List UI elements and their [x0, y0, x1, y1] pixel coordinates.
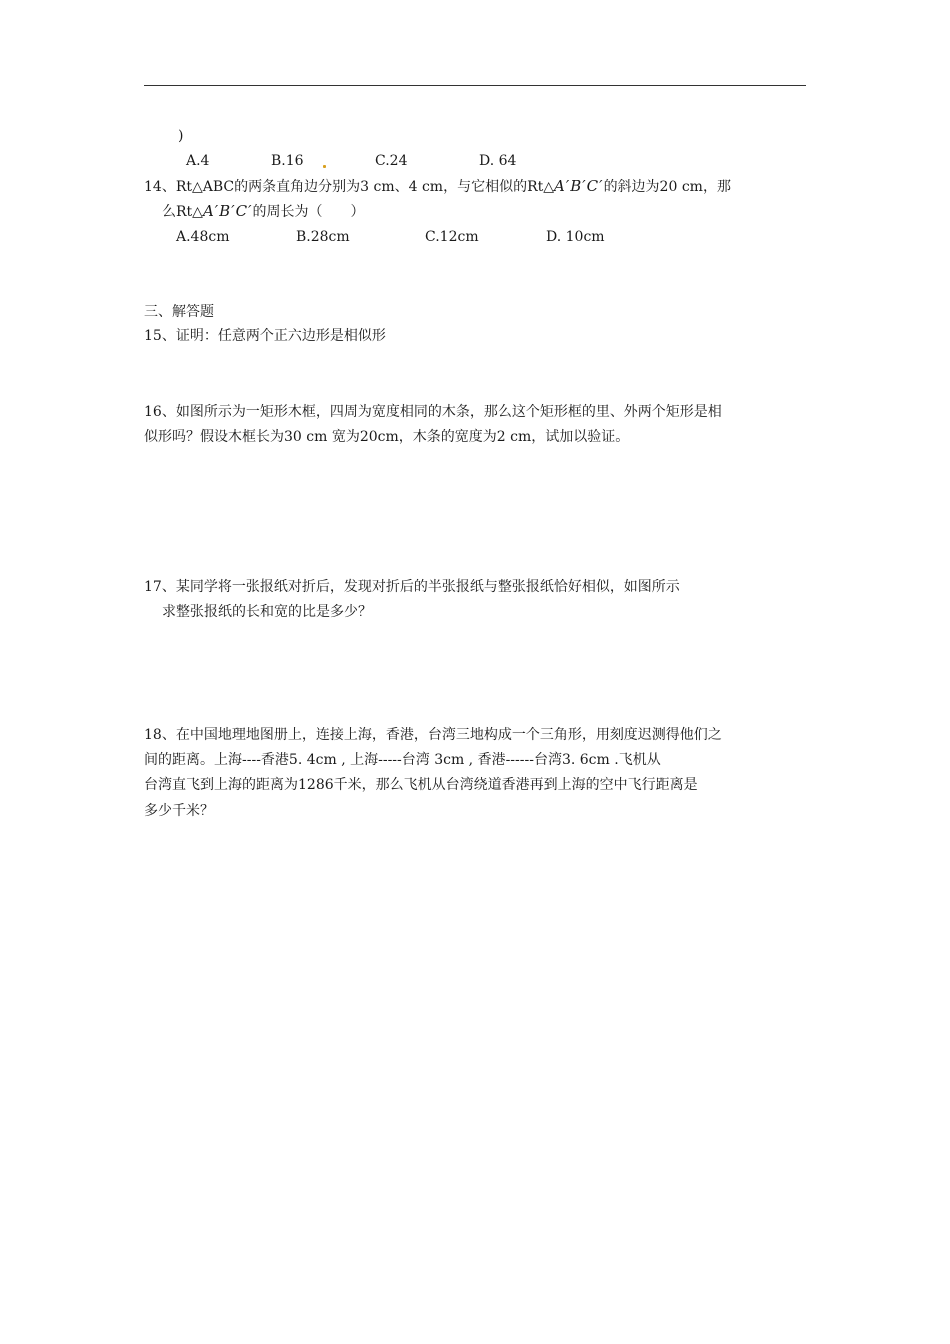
q15-text: 15、证明：任意两个正六边形是相似形 — [144, 328, 386, 344]
q14-math-abc-prime: A′B′C′ — [202, 202, 253, 220]
q13-option-d: D. 64 — [479, 153, 517, 169]
q13-option-a: A.4 — [186, 153, 210, 169]
q14-line-2 — [162, 201, 365, 222]
q18-line-3: 台湾直飞到上海的距离为1286千米，那么飞机从台湾绕道香港再到上海的空中飞行距离是 — [144, 777, 698, 793]
q17-line-2: 求整张报纸的长和宽的比是多少？ — [162, 604, 372, 620]
q18-line-1: 18、在中国地理地图册上，连接上海，香港，台湾三地构成一个三角形，用刻度迟测得他们之 — [144, 727, 722, 743]
q14-text: 么Rt△ — [162, 204, 203, 220]
q17-line-1: 17、某同学将一张报纸对折后，发现对折后的半张报纸与整张报纸恰好相似，如图所示 — [144, 579, 680, 595]
q13-option-b: B.16 — [271, 153, 304, 169]
q13-option-c: C.24 — [375, 153, 408, 169]
q14-option-b: B.28cm — [296, 229, 350, 245]
q18-line-4: 多少千米？ — [144, 803, 214, 819]
q13-paren-close: ) — [178, 128, 184, 144]
q18-line-2: 间的距离。上海----香港5. 4cm , 上海-----台湾 3cm , 香港------台湾3. 6cm .飞机从 — [144, 752, 661, 768]
q16-line-1: 16、如图所示为一矩形木框，四周为宽度相同的木条，那么这个矩形框的里、外两个矩形是相 — [144, 404, 722, 420]
q14-option-c: C.12cm — [425, 229, 479, 245]
q14-option-a: A.48cm — [176, 229, 230, 245]
speck-mark — [323, 165, 326, 168]
q14-text: 的斜边为20 cm，那 — [603, 179, 731, 195]
header-rule — [144, 85, 806, 86]
q16-line-2: 似形吗？假设木框长为30 cm 宽为20cm，木条的宽度为2 cm，试加以验证。 — [144, 429, 630, 445]
q14-math-abc-prime: A′B′C′ — [554, 177, 604, 195]
q14-text: 14、Rt△ABC的两条直角边分别为3 cm、4 cm，与它相似的Rt△ — [144, 179, 554, 195]
q14-option-d: D. 10cm — [546, 229, 605, 245]
section-title: 三、解答题 — [144, 304, 214, 320]
q14-text: 的周长为（ ） — [252, 204, 365, 220]
q14-line-1 — [144, 176, 731, 197]
